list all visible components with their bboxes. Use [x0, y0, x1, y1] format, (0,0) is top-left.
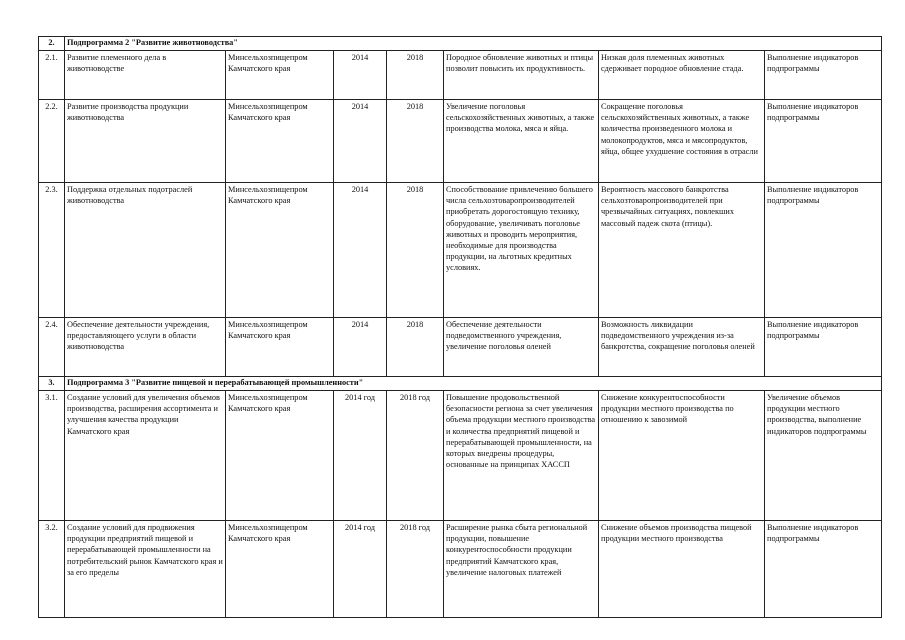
end-year: 2018 — [387, 51, 444, 100]
measure-name: Развитие племенного дела в животноводстве — [65, 51, 226, 100]
executor: Минсельхозпищепром Камчатского края — [226, 318, 334, 377]
table-row — [39, 183, 882, 318]
indicator-link: Выполнение индикаторов подпрограммы — [765, 521, 882, 618]
indicator-link: Выполнение индикаторов подпрограммы — [765, 100, 882, 183]
executor: Минсельхозпищепром Камчатского края — [226, 100, 334, 183]
expected-result: Расширение рынка сбыта региональной продукции, повышение конкурентоспособности продукции предприятий Камчатского края, увеличение налоговых платежей — [444, 521, 599, 618]
section-title: Подпрограмма 2 "Развитие животноводства" — [65, 37, 882, 51]
table-row — [39, 391, 882, 521]
start-year: 2014 год — [334, 521, 387, 618]
measure-name: Создание условий для продвижения продукции предприятий пищевой и перерабатывающей промышленности на потребительский рынок Камчатского края и за его пределы — [65, 521, 226, 618]
executor: Минсельхозпищепром Камчатского края — [226, 391, 334, 521]
non-implementation-consequences: Снижение объемов производства пищевой продукции местного производства — [599, 521, 765, 618]
executor: Минсельхозпищепром Камчатского края — [226, 183, 334, 318]
non-implementation-consequences: Возможность ликвидации подведомственного учреждения из-за банкротства, сокращение поголовья оленей — [599, 318, 765, 377]
row-number: 2.4. — [39, 318, 65, 377]
non-implementation-consequences: Низкая доля племенных животных сдерживает породное обновление стада. — [599, 51, 765, 100]
row-number: 2.2. — [39, 100, 65, 183]
expected-result: Повышение продовольственной безопасности региона за счет увеличения объема продукции местного производства и количества предприятий пищевой и перерабатывающей промышленности, на которых внедрены процедуры, основанные на принципах ХАССП — [444, 391, 599, 521]
non-implementation-consequences: Сокращение поголовья сельскохозяйственных животных, а также количества произведенного молока и молокопродуктов, мяса и мясопродуктов, яйца, общее ухудшение состояния в отрасли — [599, 100, 765, 183]
program-measures-table — [38, 36, 881, 606]
table-row — [39, 521, 882, 618]
start-year: 2014 — [334, 183, 387, 318]
start-year: 2014 — [334, 51, 387, 100]
section-title: Подпрограмма 3 "Развитие пищевой и перерабатывающей промышленности" — [65, 377, 882, 391]
expected-result: Способствование привлечению большего числа сельхозтоваропроизводителей приобретать дорогостоящую технику, оборудование, увеличивать поголовье животных и проводить мероприятия, необходимые для производства продукции, на льготных кредитных условиях. — [444, 183, 599, 318]
row-number: 3.2. — [39, 521, 65, 618]
non-implementation-consequences: Снижение конкурентоспособности продукции местного производства по отношению к завозимой — [599, 391, 765, 521]
section-header — [39, 377, 882, 391]
measure-name: Развитие производства продукции животноводства — [65, 100, 226, 183]
start-year: 2014 — [334, 318, 387, 377]
expected-result: Увеличение поголовья сельскохозяйственных животных, а также производства молока, мяса и яйца. — [444, 100, 599, 183]
table-row — [39, 100, 882, 183]
expected-result: Обеспечение деятельности подведомственного учреждения, увеличение поголовья оленей — [444, 318, 599, 377]
start-year: 2014 — [334, 100, 387, 183]
end-year: 2018 год — [387, 391, 444, 521]
executor: Минсельхозпищепром Камчатского края — [226, 521, 334, 618]
measures-grid — [38, 36, 882, 618]
row-number: 2.1. — [39, 51, 65, 100]
row-number: 2.3. — [39, 183, 65, 318]
end-year: 2018 — [387, 100, 444, 183]
non-implementation-consequences: Вероятность массового банкротства сельхозтоваропроизводителей при чрезвычайных ситуациях, повлекших массовый падеж скота (птицы). — [599, 183, 765, 318]
measure-name: Создание условий для увеличения объемов производства, расширения ассортимента и улучшения качества продукции Камчатского края — [65, 391, 226, 521]
table-row — [39, 318, 882, 377]
indicator-link: Выполнение индикаторов подпрограммы — [765, 183, 882, 318]
measure-name: Обеспечение деятельности учреждения, предоставляющего услуги в области животноводства — [65, 318, 226, 377]
indicator-link: Увеличение объемов продукции местного производства, выполнение индикаторов подпрограммы — [765, 391, 882, 521]
end-year: 2018 год — [387, 521, 444, 618]
section-number: 3. — [39, 377, 65, 391]
row-number: 3.1. — [39, 391, 65, 521]
measure-name: Поддержка отдельных подотраслей животноводства — [65, 183, 226, 318]
executor: Минсельхозпищепром Камчатского края — [226, 51, 334, 100]
table-row — [39, 51, 882, 100]
section-header — [39, 37, 882, 51]
indicator-link: Выполнение индикаторов подпрограммы — [765, 51, 882, 100]
indicator-link: Выполнение индикаторов подпрограммы — [765, 318, 882, 377]
end-year: 2018 — [387, 318, 444, 377]
section-number: 2. — [39, 37, 65, 51]
start-year: 2014 год — [334, 391, 387, 521]
end-year: 2018 — [387, 183, 444, 318]
expected-result: Породное обновление животных и птицы позволит повысить их продуктивность. — [444, 51, 599, 100]
